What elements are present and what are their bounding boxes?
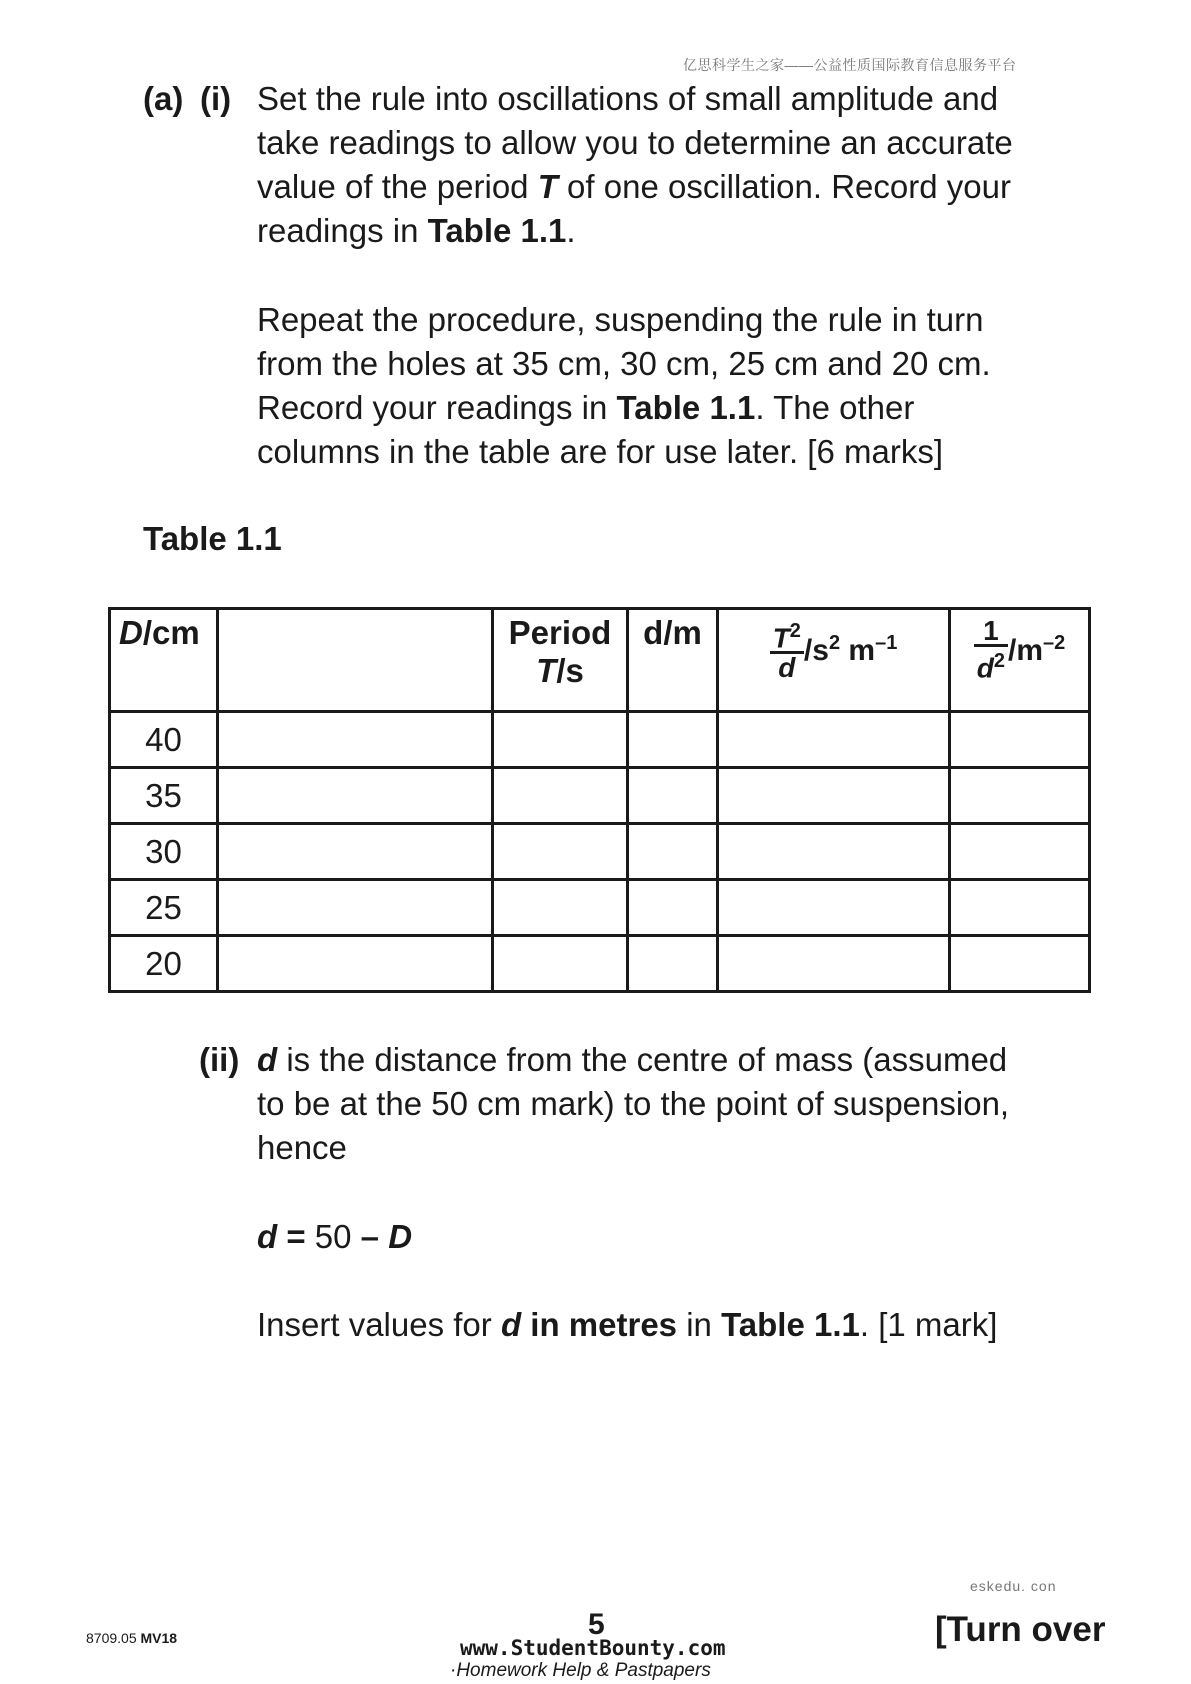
numerator-1: 1 <box>983 615 999 646</box>
question-label-i: (i) <box>200 80 232 117</box>
unit-m: m <box>840 634 876 668</box>
unit-cm: /cm <box>142 614 200 651</box>
fraction-T2-d <box>770 618 804 682</box>
symbol-D: D <box>119 614 143 651</box>
table-cell <box>218 880 493 936</box>
equation-50: 50 <box>314 1218 361 1255</box>
table-cell <box>493 824 628 880</box>
page-number: 5 <box>588 1608 605 1641</box>
symbol-d: d <box>257 1218 278 1255</box>
period-word: Period <box>508 614 612 651</box>
instruction-paragraph-2 <box>257 298 1107 474</box>
row-D-value: 25 <box>110 880 218 936</box>
table-cell <box>950 936 1090 992</box>
para1-line-3a: value of the period <box>257 168 538 205</box>
unit-m: /m <box>1007 634 1043 668</box>
table-cell <box>628 936 718 992</box>
turn-over: [Turn over <box>935 1610 1106 1649</box>
para2-line-4: columns in the table are for use later. [6 marks] <box>257 433 943 470</box>
table-cell <box>718 936 950 992</box>
table-row <box>110 768 1090 824</box>
row-D-value: 20 <box>110 936 218 992</box>
studentbounty-tagline: ·Homework Help & Pastpapers <box>450 1660 711 1681</box>
symbol-T: T <box>772 622 790 654</box>
table-ref: Table 1.1 <box>721 1306 860 1343</box>
paper-code-mv: MV18 <box>140 1630 178 1646</box>
insert-text-b: in <box>677 1306 722 1343</box>
para1-line-2: take readings to allow you to determine an accurate <box>257 124 1013 161</box>
table-ref: Table 1.1 <box>427 212 567 249</box>
para2-line-3b: . The other <box>755 389 915 426</box>
paper-code-number: 8709.05 <box>86 1630 141 1646</box>
table-cell <box>718 880 950 936</box>
para1-line-4b: . <box>566 212 576 249</box>
question-label-ii: (ii) <box>199 1041 240 1078</box>
fraction-1-d2 <box>974 615 1008 684</box>
instruction-paragraph-3 <box>257 1038 1107 1170</box>
table-cell <box>218 824 493 880</box>
table-cell <box>950 712 1090 768</box>
watermark-eskedu: eskedu. con <box>970 1578 1057 1594</box>
table-cell <box>718 824 950 880</box>
para1-line-1: Set the rule into oscillations of small amplitude and <box>257 80 999 117</box>
table-row <box>110 712 1090 768</box>
exp-2: 2 <box>789 620 801 642</box>
table-cell <box>628 712 718 768</box>
equals-sign: = <box>277 1218 315 1255</box>
insert-instruction <box>257 1303 1107 1347</box>
question-label-a: (a) <box>143 80 184 117</box>
symbol-d: d <box>770 651 804 682</box>
row-D-value: 30 <box>110 824 218 880</box>
para3-line-1: is the distance from the centre of mass (assumed <box>277 1041 1008 1078</box>
table-ref: Table 1.1 <box>616 389 756 426</box>
table-cell <box>628 824 718 880</box>
equation-d <box>257 1215 1107 1259</box>
para1-line-3b: of one oscillation. Record your <box>557 168 1011 205</box>
studentbounty-url: www.StudentBounty.com <box>460 1636 726 1660</box>
header-T2-over-d <box>718 609 950 712</box>
in-metres: in metres <box>521 1306 678 1343</box>
table-cell <box>493 768 628 824</box>
exp-2: 2 <box>993 650 1005 672</box>
para2-line-3a: Record your readings in <box>257 389 617 426</box>
header-period <box>493 609 628 712</box>
table-cell <box>950 824 1090 880</box>
unit-s: /s <box>803 634 829 668</box>
exp-2: 2 <box>828 632 841 655</box>
table-row <box>110 824 1090 880</box>
table-cell <box>493 936 628 992</box>
symbol-D: D <box>388 1218 413 1255</box>
symbol-d: d <box>500 1306 522 1343</box>
symbol-T: T <box>537 168 558 205</box>
paper-code <box>86 1630 177 1646</box>
table-cell <box>218 712 493 768</box>
table-cell <box>950 880 1090 936</box>
header-inverse-d2 <box>950 609 1090 712</box>
table-cell <box>718 768 950 824</box>
para2-line-1: Repeat the procedure, suspending the rule in turn <box>257 301 984 338</box>
header-D-cm <box>110 609 218 712</box>
table-cell <box>718 712 950 768</box>
insert-text-a: Insert values for <box>257 1306 501 1343</box>
instruction-paragraph-1 <box>257 77 1107 253</box>
row-D-value: 40 <box>110 712 218 768</box>
para3-line-3: hence <box>257 1129 347 1166</box>
para3-line-2: to be at the 50 cm mark) to the point of suspension, <box>257 1085 1010 1122</box>
results-table <box>108 607 1091 993</box>
minus-sign: – <box>360 1218 389 1255</box>
table-row <box>110 936 1090 992</box>
header-blank <box>218 609 493 712</box>
table-cell <box>950 768 1090 824</box>
symbol-T: T <box>536 652 557 689</box>
exp-minus-2: –2 <box>1043 632 1066 655</box>
table-cell <box>493 712 628 768</box>
exp-minus-1: –1 <box>875 632 898 655</box>
unit-s: /s <box>556 652 584 689</box>
header-d-m: d/m <box>628 609 718 712</box>
para1-line-4a: readings in <box>257 212 428 249</box>
table-cell <box>218 936 493 992</box>
table-caption: Table 1.1 <box>143 520 282 557</box>
table-cell <box>493 880 628 936</box>
insert-text-c: . [1 mark] <box>859 1306 998 1343</box>
row-D-value: 35 <box>110 768 218 824</box>
table-row <box>110 880 1090 936</box>
table-cell <box>218 768 493 824</box>
symbol-d: d <box>257 1041 278 1078</box>
symbol-d: d <box>976 652 994 684</box>
para2-line-2: from the holes at 35 cm, 30 cm, 25 cm and 20 cm. <box>257 345 991 382</box>
table-cell <box>628 880 718 936</box>
watermark-top: 亿思科学生之家——公益性质国际教育信息服务平台 <box>683 57 1017 73</box>
table-cell <box>628 768 718 824</box>
